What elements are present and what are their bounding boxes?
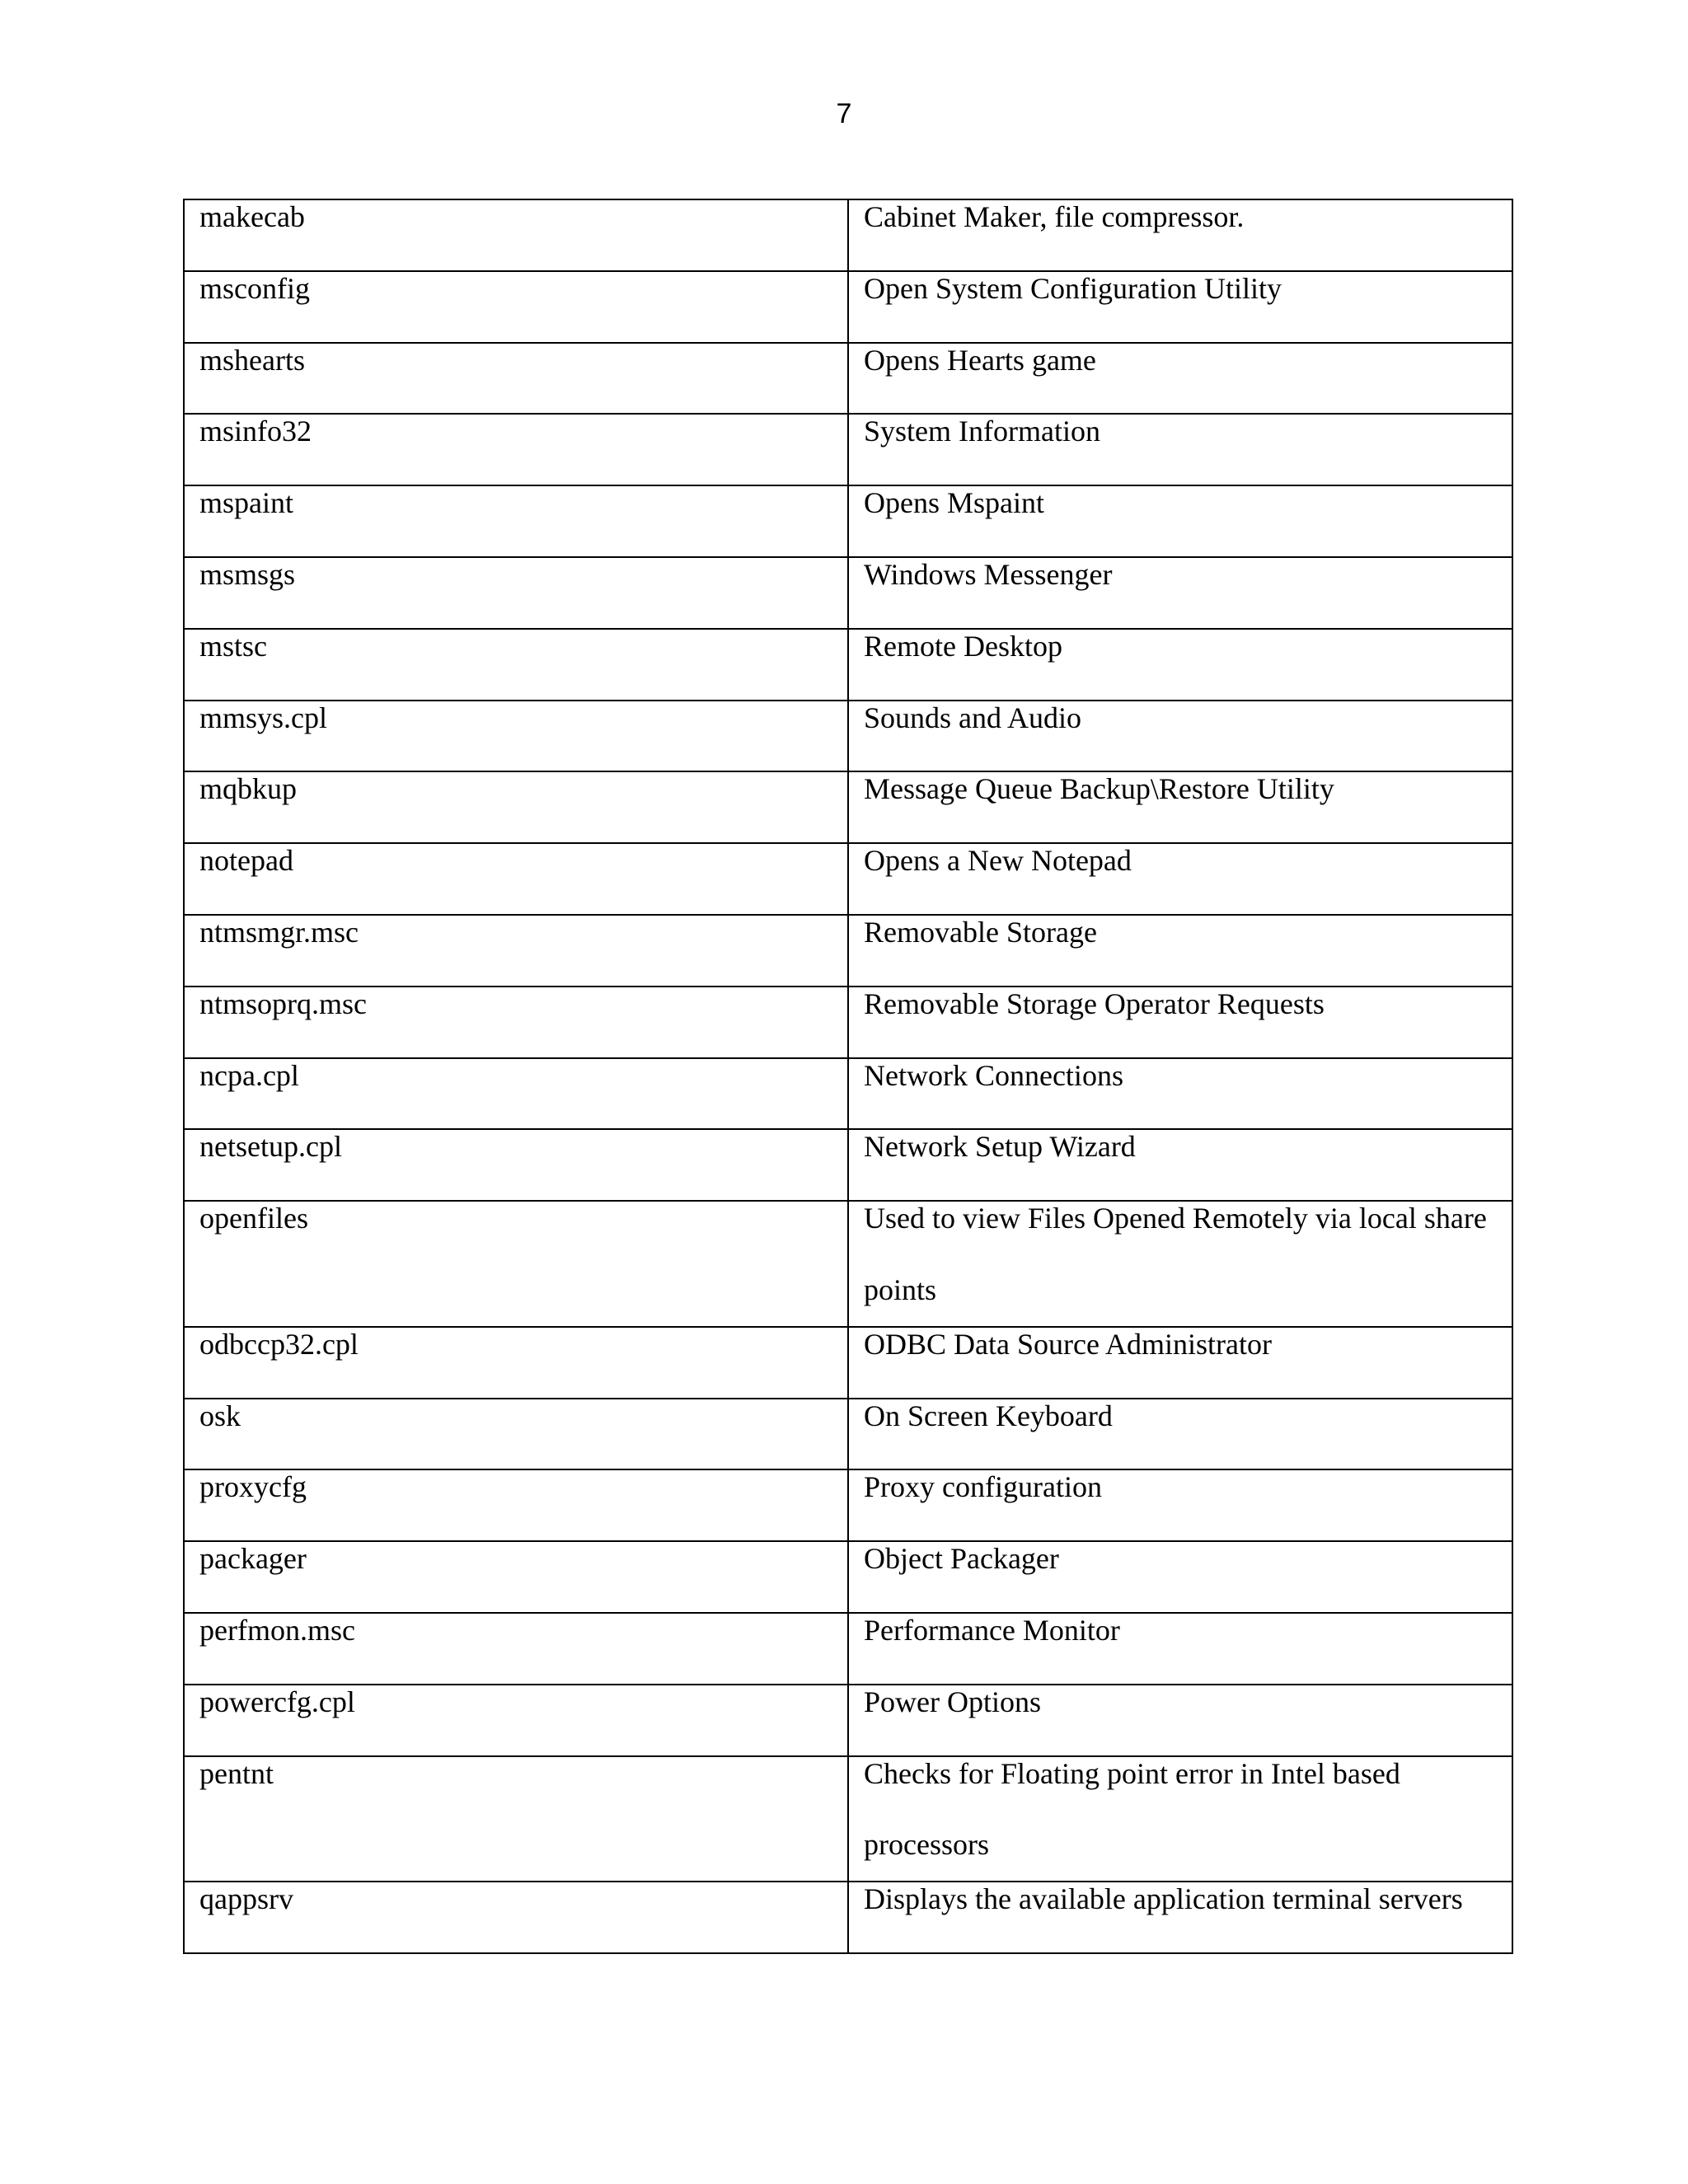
description-text: Sounds and Audio: [864, 701, 1082, 734]
description-text: Removable Storage: [864, 915, 1097, 949]
description-text: Remote Desktop: [864, 629, 1062, 663]
description-text: Removable Storage Operator Requests: [864, 987, 1325, 1020]
command-text: pentnt: [199, 1756, 274, 1790]
description-cell: [848, 1882, 1512, 1953]
command-text: mmsys.cpl: [199, 701, 328, 734]
command-text: makecab: [199, 200, 305, 233]
command-text: netsetup.cpl: [199, 1130, 342, 1164]
command-text: mstsc: [199, 629, 268, 663]
command-table: [183, 199, 1513, 1954]
command-cell: [184, 1882, 848, 1953]
description-text: On Screen Keyboard: [864, 1399, 1113, 1432]
command-text: osk: [199, 1399, 241, 1432]
description-text: Opens a New Notepad: [864, 844, 1132, 878]
command-text: mshearts: [199, 343, 305, 377]
command-text: notepad: [199, 844, 293, 878]
command-text: qappsrv: [199, 1882, 293, 1916]
description-text: Network Connections: [864, 1058, 1123, 1092]
description-text: Used to view Files Opened Remotely via local share points: [864, 1202, 1487, 1306]
description-text: Windows Messenger: [864, 557, 1113, 591]
command-text: packager: [199, 1542, 307, 1576]
command-text: powercfg.cpl: [199, 1685, 355, 1718]
command-text: msmsgs: [199, 557, 296, 591]
command-text: openfiles: [199, 1202, 308, 1235]
command-text: ncpa.cpl: [199, 1058, 299, 1092]
command-text: odbccp32.cpl: [199, 1327, 359, 1361]
command-text: perfmon.msc: [199, 1613, 355, 1647]
description-text: Opens Hearts game: [864, 343, 1096, 377]
description-text: Opens Mspaint: [864, 486, 1044, 520]
command-text: msinfo32: [199, 415, 312, 448]
command-text: ntmsmgr.msc: [199, 915, 359, 949]
description-text: ODBC Data Source Administrator: [864, 1327, 1272, 1361]
description-text: Message Queue Backup\Restore Utility: [864, 772, 1334, 806]
command-text: mqbkup: [199, 772, 298, 806]
command-text: proxycfg: [199, 1470, 307, 1504]
description-text: Object Packager: [864, 1542, 1059, 1576]
table-row: [184, 1882, 1512, 1953]
description-text: Proxy configuration: [864, 1470, 1102, 1504]
description-text: Displays the available application terminal servers: [864, 1882, 1463, 1916]
command-text: ntmsoprq.msc: [199, 987, 367, 1020]
description-text: Open System Configuration Utility: [864, 271, 1282, 305]
command-text: mspaint: [199, 486, 293, 520]
page-number: 7: [836, 98, 852, 129]
description-text: Checks for Floating point error in Intel based processors: [864, 1756, 1400, 1862]
command-text: msconfig: [199, 271, 310, 305]
description-text: Performance Monitor: [864, 1613, 1120, 1647]
description-text: Network Setup Wizard: [864, 1130, 1136, 1164]
description-text: System Information: [864, 415, 1100, 448]
description-text: Cabinet Maker, file compressor.: [864, 200, 1245, 233]
description-text: Power Options: [864, 1685, 1041, 1718]
